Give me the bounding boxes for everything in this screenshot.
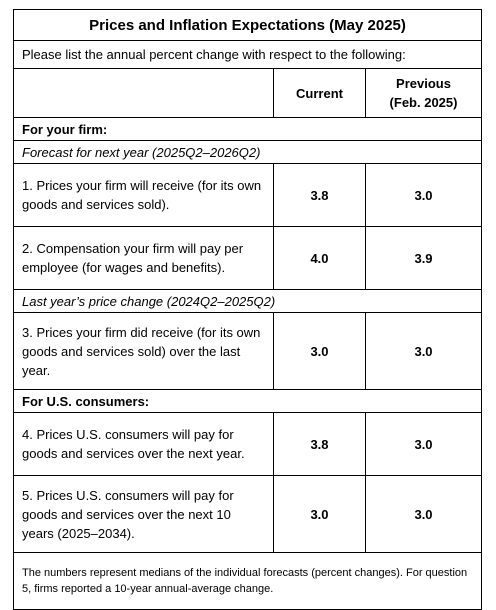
question-text: 1. Prices your firm will receive (for its own goods and services sold). bbox=[14, 164, 274, 227]
subsection-row bbox=[14, 290, 482, 313]
section-label-consumers: For U.S. consumers: bbox=[14, 390, 482, 413]
survey-table bbox=[13, 9, 482, 610]
header-row bbox=[14, 69, 482, 118]
header-blank-cell bbox=[14, 69, 274, 118]
footnote bbox=[14, 553, 482, 610]
footnote-row bbox=[14, 553, 482, 610]
current-value: 3.8 bbox=[274, 413, 366, 476]
table-row bbox=[14, 476, 482, 553]
question-text: 2. Compensation your firm will pay per employee (for wages and benefits). bbox=[14, 227, 274, 290]
table-row bbox=[14, 413, 482, 476]
current-value: 3.8 bbox=[274, 164, 366, 227]
current-value: 3.0 bbox=[274, 476, 366, 553]
section-row bbox=[14, 390, 482, 413]
table-row bbox=[14, 313, 482, 390]
question-text: 3. Prices your firm did receive (for its own goods and services sold) over the last year. bbox=[14, 313, 274, 390]
instruction-text: Please list the annual percent change with respect to the following: bbox=[14, 41, 482, 69]
title-row bbox=[14, 10, 482, 41]
previous-value: 3.0 bbox=[366, 313, 482, 390]
current-value: 3.0 bbox=[274, 313, 366, 390]
column-header-previous-line1: Previous bbox=[396, 76, 451, 91]
subsection-label-last-year: Last year’s price change (2024Q2–2025Q2) bbox=[14, 290, 482, 313]
subsection-row bbox=[14, 141, 482, 164]
current-value: 4.0 bbox=[274, 227, 366, 290]
previous-value: 3.0 bbox=[366, 164, 482, 227]
column-header-current: Current bbox=[274, 69, 366, 118]
table-title: Prices and Inflation Expectations (May 2025) bbox=[14, 10, 482, 41]
previous-value: 3.0 bbox=[366, 476, 482, 553]
section-label-firm: For your firm: bbox=[14, 118, 482, 141]
section-row bbox=[14, 118, 482, 141]
question-text: 5. Prices U.S. consumers will pay for goods and services over the next 10 years (2025–2034). bbox=[14, 476, 274, 553]
previous-value: 3.9 bbox=[366, 227, 482, 290]
table-row bbox=[14, 227, 482, 290]
column-header-previous-line2: (Feb. 2025) bbox=[389, 95, 458, 110]
table-row bbox=[14, 164, 482, 227]
column-header-previous bbox=[366, 69, 482, 118]
footnote-text: The numbers represent medians of the individual forecasts (percent changes). For question 5, firms reported a 10-year annual-average change. bbox=[22, 567, 468, 595]
instruction-row bbox=[14, 41, 482, 69]
previous-value: 3.0 bbox=[366, 413, 482, 476]
question-text: 4. Prices U.S. consumers will pay for goods and services over the next year. bbox=[14, 413, 274, 476]
subsection-label-forecast: Forecast for next year (2025Q2–2026Q2) bbox=[14, 141, 482, 164]
